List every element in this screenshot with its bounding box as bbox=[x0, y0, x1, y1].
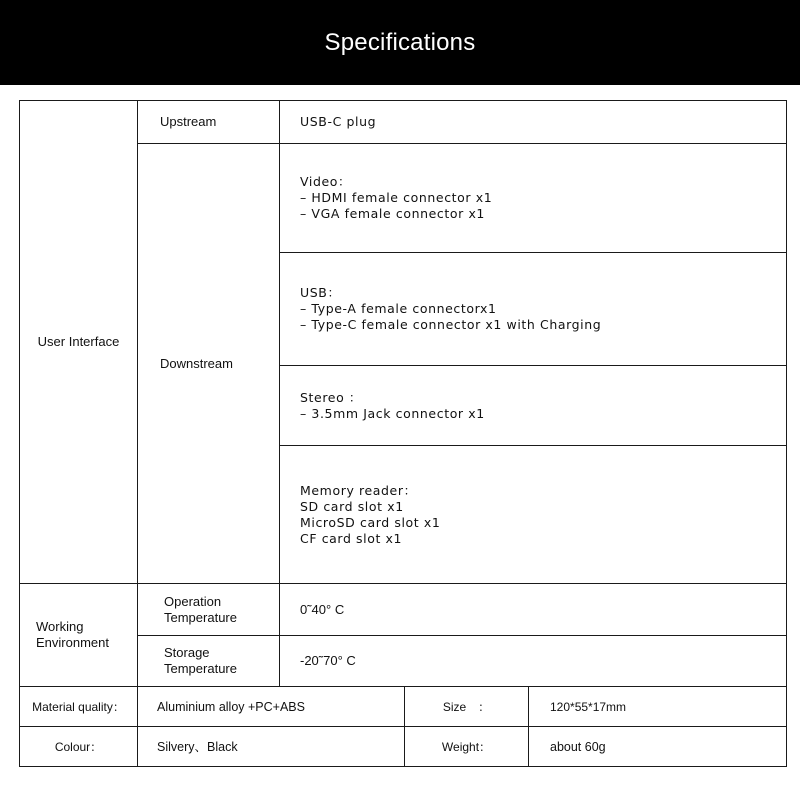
size-value-cell bbox=[528, 686, 787, 727]
colour-label: Colour： bbox=[54, 739, 103, 754]
memory-cf: CF card slot x1 bbox=[300, 530, 403, 546]
operation-label-line2: Temperature bbox=[164, 609, 237, 625]
stereo-jack: – 3.5mm Jack connector x1 bbox=[300, 405, 485, 421]
working-environment-label-line2: Environment bbox=[36, 635, 109, 650]
colour-label-cell bbox=[19, 726, 138, 767]
usb-heading: USB： bbox=[300, 285, 341, 300]
material-label-cell bbox=[19, 686, 138, 727]
user-interface-label: User Interface bbox=[37, 334, 120, 349]
upstream-value-cell bbox=[279, 100, 787, 144]
storage-label-line2: Temperature bbox=[164, 661, 237, 676]
upstream-value: USB-C plug bbox=[300, 114, 377, 129]
page-title: Specifications bbox=[324, 28, 476, 56]
stereo-cell bbox=[279, 365, 787, 446]
video-cell bbox=[279, 143, 787, 253]
storage-value: -20˜70° C bbox=[300, 653, 356, 668]
weight-label: Weight： bbox=[441, 739, 492, 754]
user-interface-label-cell bbox=[19, 100, 138, 584]
memory-heading: Memory reader： bbox=[300, 482, 417, 498]
weight-label-cell bbox=[404, 726, 529, 767]
upstream-label: Upstream bbox=[160, 114, 217, 129]
material-label: Material quality： bbox=[32, 699, 125, 714]
operation-value-cell bbox=[279, 583, 787, 636]
size-label-cell bbox=[404, 686, 529, 727]
operation-value: 0˜40° C bbox=[300, 601, 345, 617]
storage-label-cell bbox=[137, 635, 280, 687]
usb-type-a: – Type-A female connectorx1 bbox=[300, 301, 497, 316]
colour-value-cell bbox=[137, 726, 405, 767]
size-value: 120*55*17mm bbox=[550, 699, 627, 714]
page-header bbox=[0, 0, 800, 85]
operation-label-line1: Operation bbox=[164, 593, 222, 609]
storage-value-cell bbox=[279, 635, 787, 687]
weight-value-cell bbox=[528, 726, 787, 767]
video-heading: Video： bbox=[300, 174, 352, 189]
weight-value: about 60g bbox=[550, 739, 606, 754]
memory-microsd: MicroSD card slot x1 bbox=[300, 514, 441, 530]
working-environment-label-cell bbox=[19, 583, 138, 687]
memory-sd: SD card slot x1 bbox=[300, 498, 404, 514]
material-value-cell bbox=[137, 686, 405, 727]
downstream-label-cell bbox=[137, 143, 280, 584]
video-hdmi: – HDMI female connector x1 bbox=[300, 190, 493, 205]
working-environment-label-line1: Working bbox=[36, 619, 84, 634]
size-label: Size ： bbox=[442, 699, 491, 714]
operation-label-cell bbox=[137, 583, 280, 636]
memory-cell bbox=[279, 445, 787, 584]
upstream-label-cell bbox=[137, 100, 280, 144]
storage-label-line1: Storage bbox=[164, 645, 210, 660]
video-vga: – VGA female connector x1 bbox=[300, 206, 485, 221]
usb-cell bbox=[279, 252, 787, 366]
colour-value: Silvery、Black bbox=[157, 739, 238, 754]
usb-type-c: – Type-C female connector x1 with Charging bbox=[300, 317, 602, 332]
stereo-heading: Stereo ： bbox=[300, 389, 363, 405]
downstream-label: Downstream bbox=[160, 355, 233, 371]
material-value: Aluminium alloy +PC+ABS bbox=[157, 699, 305, 714]
